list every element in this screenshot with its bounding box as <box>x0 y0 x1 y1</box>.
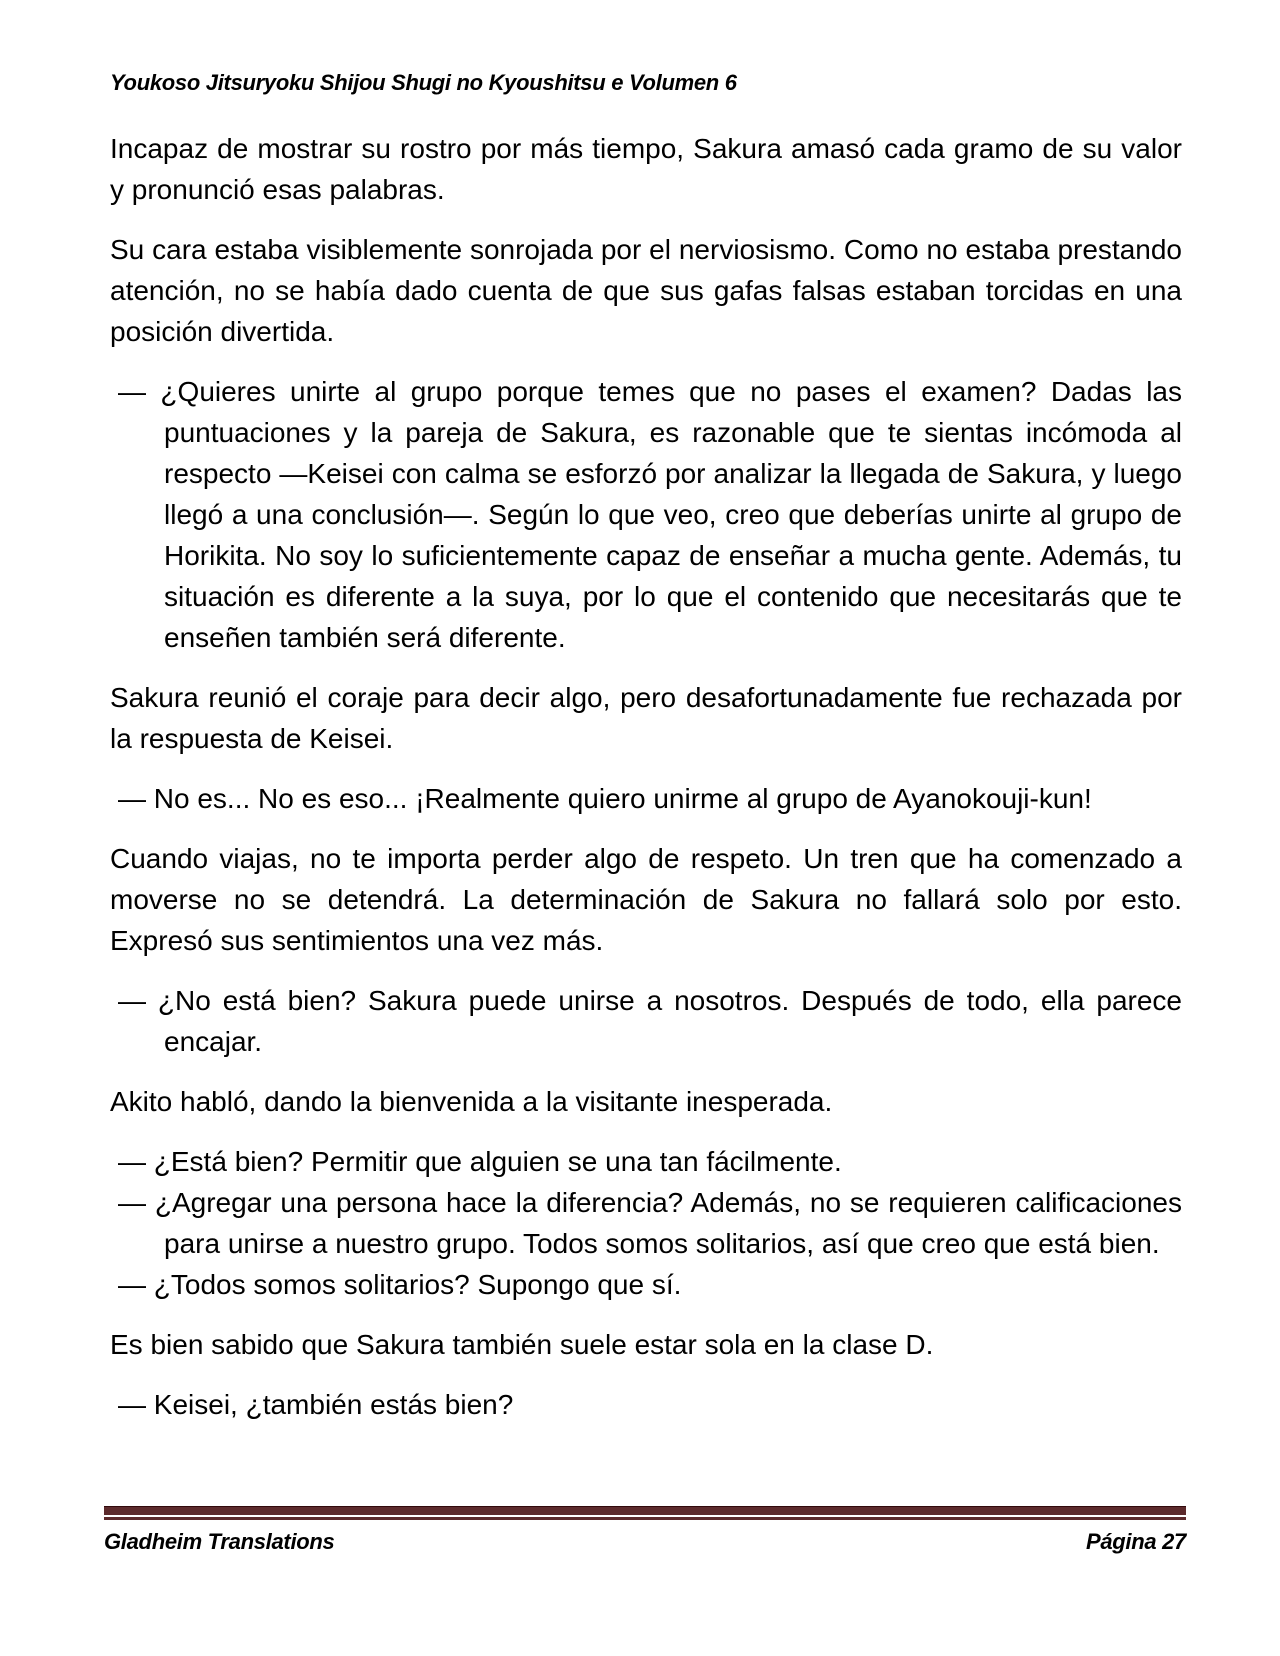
page-header-title: Youkoso Jitsuryoku Shijou Shugi no Kyoushitsu e Volumen 6 <box>110 70 737 95</box>
dialogue-line: — ¿Agregar una persona hace la diferencia? Además, no se requieren calificaciones para unirse a nuestro grupo. Todos somos solitarios, así que creo que está bien. <box>118 1187 1182 1259</box>
footer-rule-thick <box>104 1506 1186 1515</box>
page-body <box>110 128 1182 1444</box>
paragraph: Sakura reunió el coraje para decir algo, pero desafortunadamente fue rechazada por la respuesta de Keisei. <box>110 682 1182 754</box>
dialogue-line: — No es... No es eso... ¡Realmente quiero unirme al grupo de Ayanokouji-kun! <box>118 783 1092 814</box>
paragraph: Es bien sabido que Sakura también suele estar sola en la clase D. <box>110 1329 934 1360</box>
dialogue-line: — ¿No está bien? Sakura puede unirse a nosotros. Después de todo, ella parece encajar. <box>118 985 1182 1057</box>
dialogue-line: — ¿Está bien? Permitir que alguien se una tan fácilmente. <box>118 1146 842 1177</box>
paragraph: Su cara estaba visiblemente sonrojada por el nerviosismo. Como no estaba prestando atención, no se había dado cuenta de que sus gafas falsas estaban torcidas en una posición divertida. <box>110 234 1182 347</box>
translator-credit: Gladheim Translations <box>104 1529 335 1554</box>
page-footer <box>104 1506 1186 1555</box>
paragraph: Incapaz de mostrar su rostro por más tiempo, Sakura amasó cada gramo de su valor y pronunció esas palabras. <box>110 133 1182 205</box>
dialogue-line: — ¿Todos somos solitarios? Supongo que sí. <box>118 1269 682 1300</box>
dialogue-line: — ¿Quieres unirte al grupo porque temes que no pases el examen? Dadas las puntuaciones y la pareja de Sakura, es razonable que te sientas incómoda al respecto —Keisei con calma se esforzó por analizar la llegada de Sakura, y luego llegó a una conclusión—. Según lo que veo, creo que deberías unirte al grupo de Horikita. No soy lo suficientemente capaz de enseñar a mucha gente. Además, tu situación es diferente a la suya, por lo que el contenido que necesitarás que te enseñen también será diferente. <box>118 376 1182 653</box>
footer-rule <box>104 1506 1186 1520</box>
paragraph: Akito habló, dando la bienvenida a la visitante inesperada. <box>110 1086 833 1117</box>
footer-rule-thin <box>104 1517 1186 1520</box>
page-number: Página 27 <box>1085 1529 1186 1554</box>
paragraph: Cuando viajas, no te importa perder algo de respeto. Un tren que ha comenzado a moverse no se detendrá. La determinación de Sakura no fallará solo por esto. Expresó sus sentimientos una vez más. <box>110 843 1182 956</box>
dialogue-line: — Keisei, ¿también estás bien? <box>118 1389 514 1420</box>
